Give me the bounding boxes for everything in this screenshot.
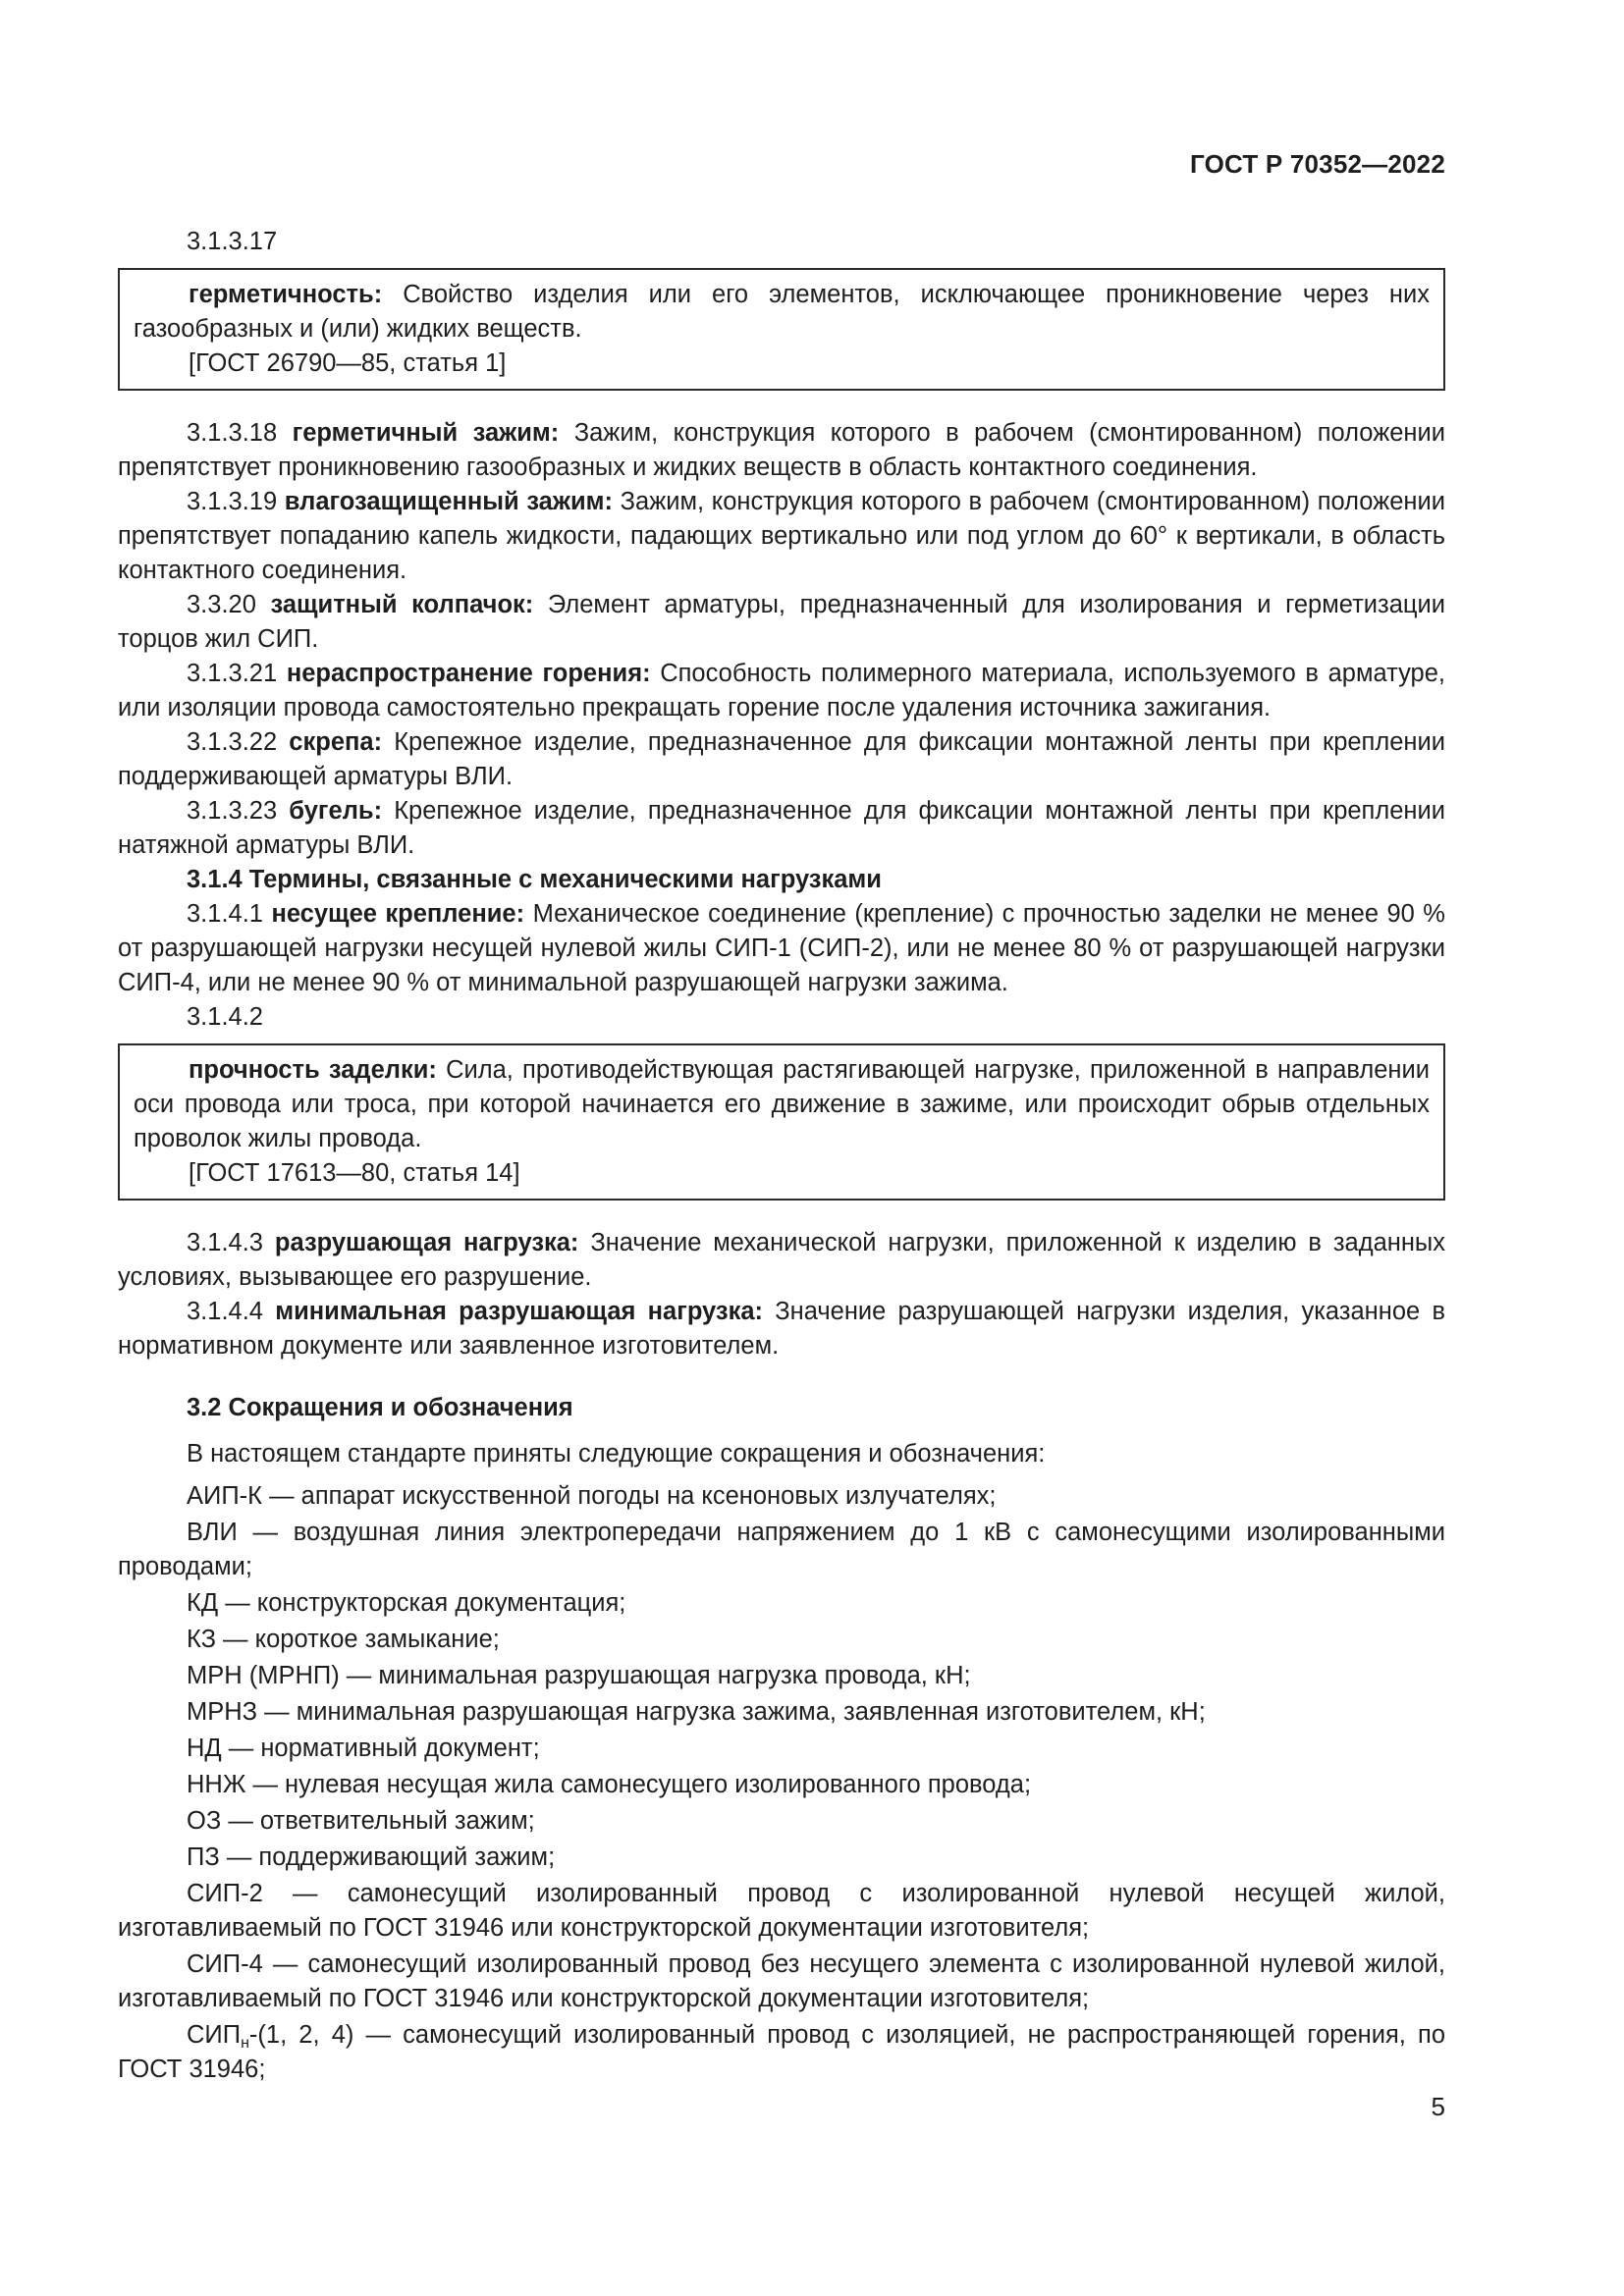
term-name: несущее крепление:	[271, 900, 525, 928]
abbreviations-intro: В настоящем стандарте приняты следующие сокращения и обозначения:	[187, 1440, 1046, 1468]
abbreviation-item: ОЗ — ответвительный зажим;	[187, 1807, 535, 1835]
term-name: нераспространение горения:	[286, 660, 651, 687]
term-number-3-1-3-17: 3.1.3.17	[187, 228, 278, 255]
abbreviation-item: АИП-К — аппарат искусственной погоды на ксеноновых излучателях;	[187, 1482, 997, 1510]
abbreviation-subscript: н	[241, 2035, 249, 2052]
abbreviation-list	[118, 1479, 1445, 2087]
term-source-reference: [ГОСТ 17613—80, статья 14]	[189, 1159, 520, 1187]
term-box-3-1-4-2	[118, 1043, 1445, 1201]
term-definition: Механическое соединение (крепление) с прочностью заделки не менее 90 % от разрушающей нагрузки несущей нулевой жилы СИП-1 (СИП-2), или не менее 80 % от разрушающей нагрузки СИП-4, или не менее 90 % от минимальной разрушающей нагрузки зажима.	[118, 900, 1445, 996]
term-paragraph	[134, 278, 1430, 347]
page-number: 5	[1431, 2092, 1445, 2121]
term-number: 3.1.3.21	[187, 660, 287, 687]
term-3-1-3-19	[118, 485, 1445, 588]
abbreviation-item: ПЗ — поддерживающий зажим;	[187, 1843, 556, 1871]
term-definition: Свойство изделия или его элементов, исключающее проникновение через них газообразных и (или) жидких веществ.	[134, 281, 1430, 343]
term-number: 3.1.3.23	[187, 797, 290, 825]
term-number: 3.1.4.4	[187, 1298, 276, 1325]
abbreviation-item-sip-n	[118, 2018, 1445, 2087]
abbreviation-item: ННЖ — нулевая несущая жила самонесущего изолированного провода;	[187, 1771, 1032, 1798]
term-number-3-1-4-2: 3.1.4.2	[187, 1003, 263, 1031]
term-3-1-3-23	[118, 794, 1445, 863]
term-definition: Элемент арматуры, предназначенный для изолирования и герметизации торцов жил СИП.	[118, 591, 1445, 653]
abbreviation-item: МРН (МРНП) — минимальная разрушающая нагрузка провода, кН;	[187, 1662, 971, 1689]
abbreviation-item: ВЛИ — воздушная линия электропередачи напряжением до 1 кВ с самонесущими изолированными проводами;	[118, 1519, 1445, 1580]
term-number: 3.3.20	[187, 591, 271, 618]
term-definition: Зажим, конструкция которого в рабочем (смонтированном) положении препятствует попаданию капель жидкости, падающих вертикально или под углом до 60° к вертикали, в область контактного соединения.	[118, 488, 1445, 584]
term-name: разрушающая нагрузка:	[274, 1229, 579, 1256]
section-heading-3-1-4: 3.1.4 Термины, связанные с механическими нагрузками	[187, 866, 882, 893]
abbreviation-prefix: СИП	[187, 2021, 242, 2049]
abbreviation-item: МРНЗ — минимальная разрушающая нагрузка зажима, заявленная изготовителем, кН;	[187, 1698, 1206, 1726]
term-name: защитный колпачок:	[270, 591, 534, 618]
term-3-1-4-1	[118, 897, 1445, 1000]
abbreviation-item: КД — конструкторская документация;	[187, 1589, 626, 1617]
abbreviation-item: СИП-2 — самонесущий изолированный провод с изолированной нулевой несущей жилой, изготавливаемый по ГОСТ 31946 или конструкторской документации изготовителя;	[118, 1880, 1445, 1942]
abbreviation-item: КЗ — короткое замыкание;	[187, 1626, 500, 1653]
term-3-3-20	[118, 588, 1445, 657]
term-3-1-4-3	[118, 1226, 1445, 1295]
term-name: влагозащищенный зажим:	[284, 488, 613, 515]
term-number: 3.1.3.22	[187, 728, 290, 756]
term-name: бугель:	[289, 797, 383, 825]
abbreviation-item: НД — нормативный документ;	[187, 1735, 540, 1762]
term-number: 3.1.3.18	[187, 419, 293, 447]
term-paragraph	[134, 1053, 1430, 1156]
term-number: 3.1.4.3	[187, 1229, 275, 1256]
document-code: ГОСТ Р 70352—2022	[1190, 149, 1445, 179]
term-name: герметичный зажим:	[292, 419, 560, 447]
document-body	[118, 225, 1445, 2089]
term-name: прочность заделки:	[189, 1056, 437, 1084]
section-heading-3-2: 3.2 Сокращения и обозначения	[187, 1394, 573, 1421]
term-number: 3.1.4.1	[187, 900, 272, 928]
term-3-1-3-22	[118, 725, 1445, 794]
term-definition: Зажим, конструкция которого в рабочем (смонтированном) положении препятствует проникновению газообразных и жидких веществ в область контактного соединения.	[118, 419, 1445, 481]
term-box-3-1-3-17	[118, 268, 1445, 391]
term-definition: Сила, противодействующая растягивающей нагрузке, приложенной в направлении оси провода или троса, при которой начинается его движение в зажиме, или происходит обрыв отдельных проволок жилы провода.	[134, 1056, 1430, 1152]
term-name: минимальная разрушающая нагрузка:	[275, 1298, 764, 1325]
term-source-reference: [ГОСТ 26790—85, статья 1]	[189, 349, 507, 377]
term-name: герметичность:	[189, 281, 383, 308]
term-3-1-3-18	[118, 416, 1445, 485]
term-3-1-3-21	[118, 657, 1445, 725]
term-definition: Способность полимерного материала, используемого в арматуре, или изоляции провода самостоятельно прекращать горение после удаления источника зажигания.	[118, 660, 1445, 721]
term-definition: Крепежное изделие, предназначенное для фиксации монтажной ленты при креплении поддерживающей арматуры ВЛИ.	[118, 728, 1445, 790]
term-definition: Значение механической нагрузки, приложенной к изделию в заданных условиях, вызывающее его разрушение.	[118, 1229, 1446, 1291]
term-name: скрепа:	[289, 728, 383, 756]
term-definition: Крепежное изделие, предназначенное для фиксации монтажной ленты при креплении натяжной арматуры ВЛИ.	[118, 797, 1445, 859]
term-3-1-4-4	[118, 1295, 1445, 1363]
term-definition: Значение разрушающей нагрузки изделия, указанное в нормативном документе или заявленное изготовителем.	[118, 1298, 1445, 1360]
abbreviation-text: -(1, 2, 4) — самонесущий изолированный провод с изоляцией, не распространяющей горения, по ГОСТ 31946;	[118, 2021, 1445, 2083]
abbreviation-item: СИП-4 — самонесущий изолированный провод без несущего элемента с изолированной нулевой жилой, изготавливаемый по ГОСТ 31946 или конструкторской документации изготовителя;	[118, 1950, 1445, 2012]
term-number: 3.1.3.19	[187, 488, 285, 515]
